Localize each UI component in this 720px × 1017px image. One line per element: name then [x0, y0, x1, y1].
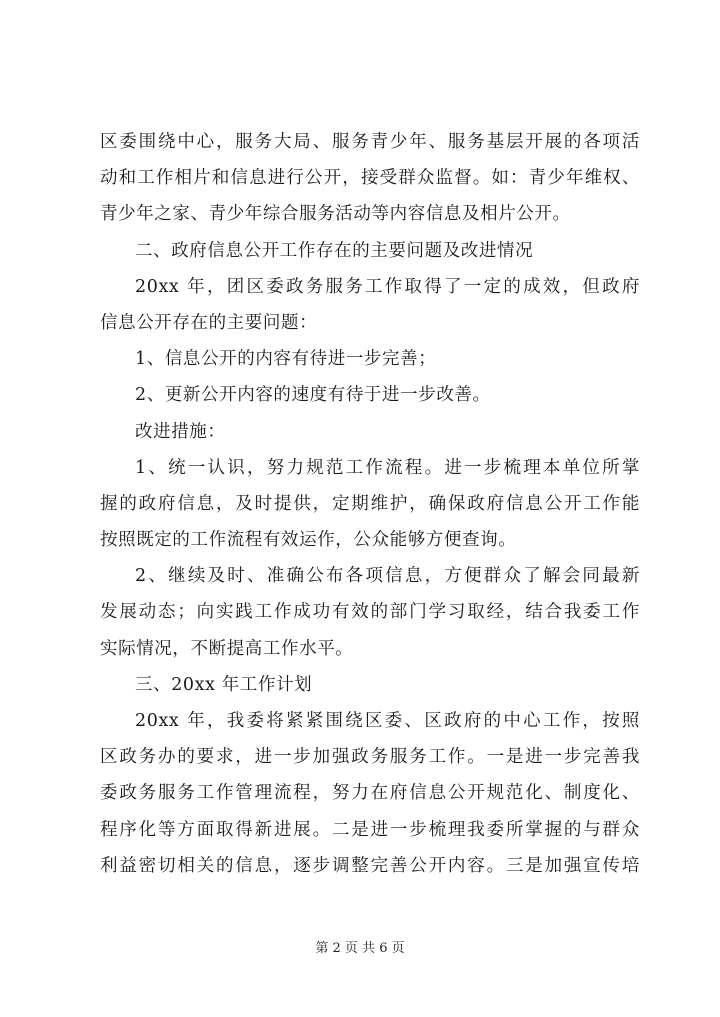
text-line: 握的政府信息，及时提供，定期维护，确保政府信息公开工作能	[100, 493, 640, 514]
paragraph-start: 1、统一认识，努力规范工作流程。进一步梳理本单位所掌	[135, 457, 640, 478]
document-body	[100, 124, 640, 884]
subheading: 改进措施：	[135, 421, 226, 442]
section-heading: 三、20xx 年工作计划	[135, 674, 313, 695]
list-item: 2、更新公开内容的速度有待于进一步改善。	[135, 385, 491, 406]
text-line: 实际情况，不断提高工作水平。	[100, 638, 354, 659]
paragraph-start: 2、继续及时、准确公布各项信息，方便群众了解会同最新	[135, 566, 640, 587]
text-line: 程序化等方面取得新进展。二是进一步梳理我委所掌握的与群众	[100, 819, 640, 840]
text-line: 区政务办的要求，进一步加强政务服务工作。一是进一步完善我	[100, 747, 640, 768]
text-line: 信息公开存在的主要问题：	[100, 312, 318, 333]
text-line: 按照既定的工作流程有效运作，公众能够方便查询。	[100, 530, 517, 551]
text-line: 动和工作相片和信息进行公开，接受群众监督。如：青少年维权、	[100, 168, 640, 189]
text-line: 青少年之家、青少年综合服务活动等内容信息及相片公开。	[100, 204, 571, 225]
text-line: 利益密切相关的信息，逐步调整完善公开内容。三是加强宣传培	[100, 855, 640, 876]
text-line: 委政务服务工作管理流程，努力在府信息公开规范化、制度化、	[100, 783, 640, 804]
page-number-footer: 第 2 页 共 6 页	[315, 941, 405, 956]
paragraph-start: 20xx 年，我委将紧紧围绕区委、区政府的中心工作，按照	[135, 711, 640, 731]
section-heading: 二、政府信息公开工作存在的主要问题及改进情况	[135, 240, 534, 261]
text-line: 发展动态；向实践工作成功有效的部门学习取经，结合我委工作	[100, 602, 640, 623]
list-item: 1、信息公开的内容有待进一步完善；	[135, 349, 437, 370]
text-line: 区委围绕中心，服务大局、服务青少年、服务基层开展的各项活	[100, 132, 640, 152]
paragraph-start: 20xx 年，团区委政务服务工作取得了一定的成效，但政府	[135, 276, 640, 297]
